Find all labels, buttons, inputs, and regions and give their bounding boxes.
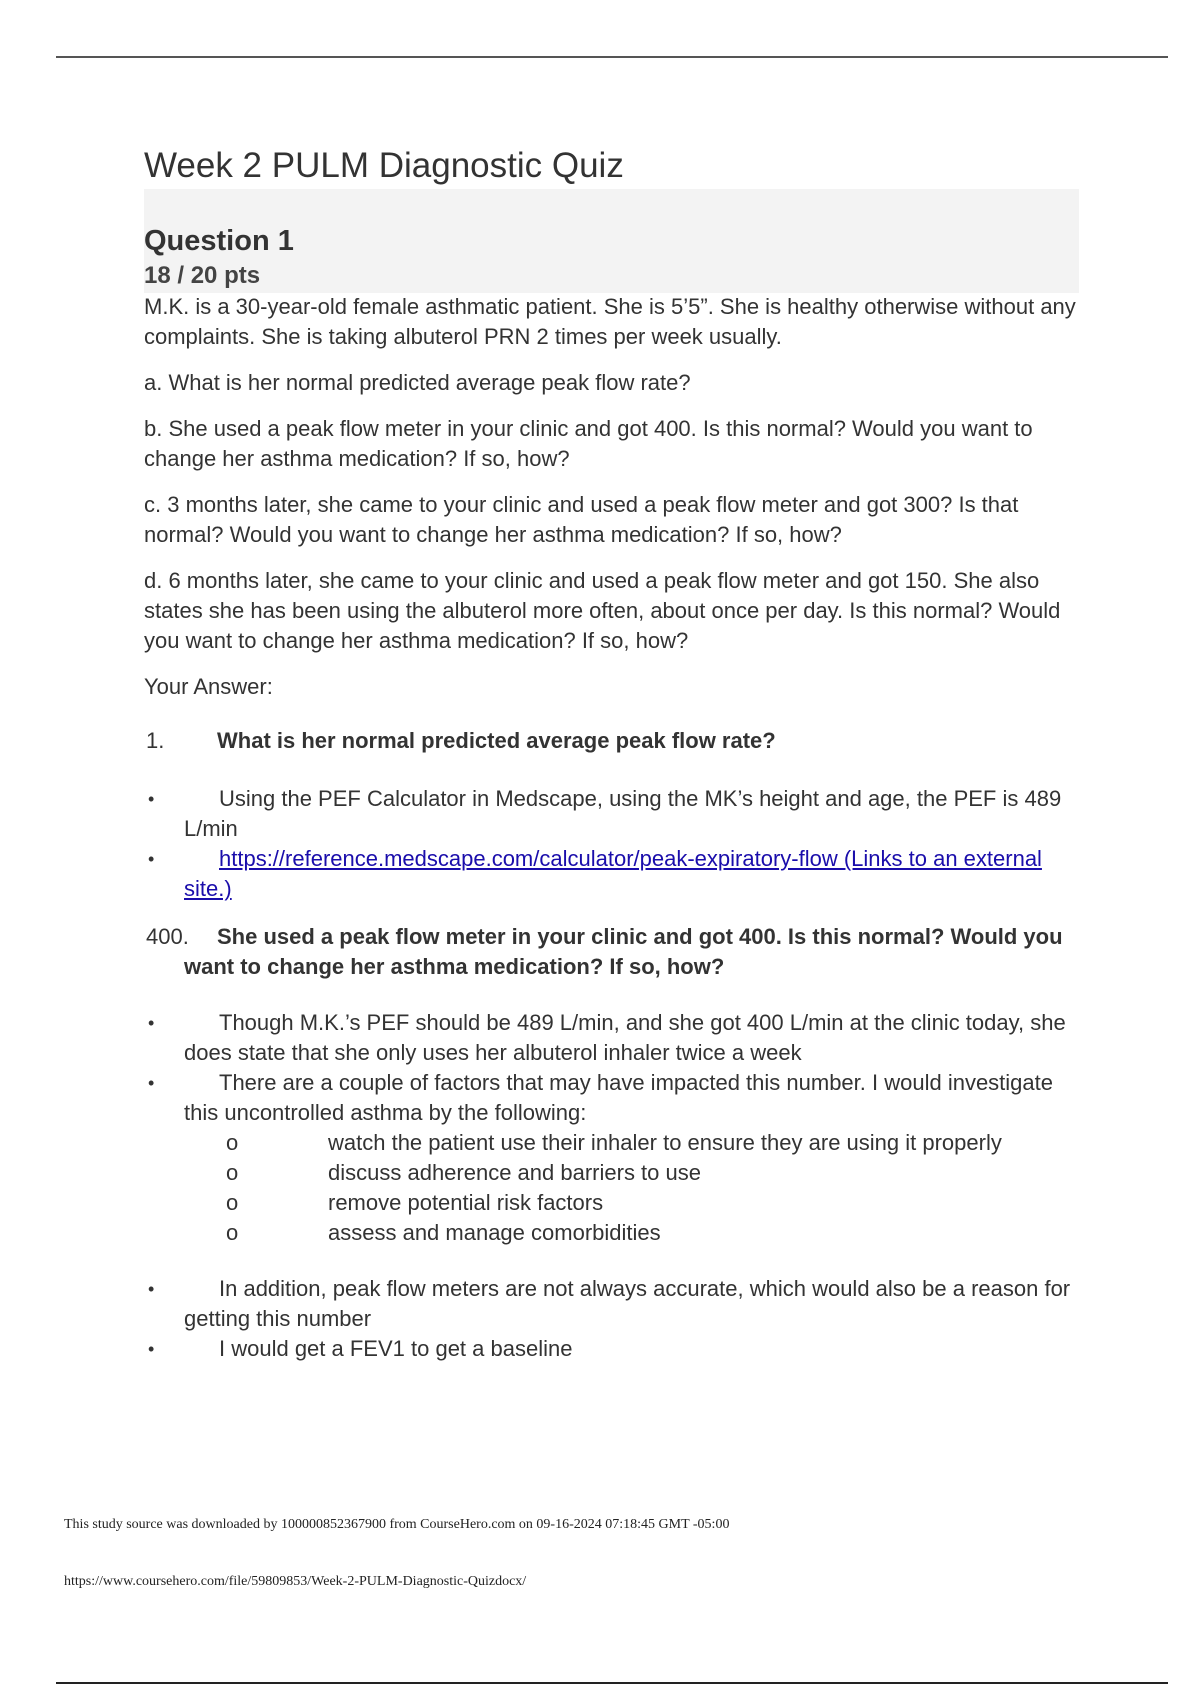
sub-bullet-icon: o (226, 1130, 239, 1155)
answer-item-1-number: 1. (146, 728, 165, 753)
download-notice: This study source was downloaded by 100000852367900 from CourseHero.com on 09-16-2024 07:18:45 GMT -05:00 (64, 1517, 730, 1532)
question-title: Question 1 (144, 225, 294, 257)
your-answer-label: Your Answer: (144, 674, 273, 699)
answer-item-1-bullet-text: Using the PEF Calculator in Medscape, using the MK’s height and age, the PEF is 489 L/min (184, 786, 1062, 841)
sub-question-b: b. She used a peak flow meter in your clinic and got 400. Is this normal? Would you want to change her asthma medication? If so, how? (144, 416, 1033, 471)
bottom-divider (56, 1682, 1168, 1684)
page-title: Week 2 PULM Diagnostic Quiz (144, 146, 624, 185)
list-item: o assess and manage comorbidities (184, 1218, 1084, 1248)
list-item: o discuss adherence and barriers to use (184, 1158, 1084, 1188)
answer-item-2-bullet-1: Though M.K.’s PEF should be 489 L/min, and she got 400 L/min at the clinic today, she does state that she only uses her albuterol inhaler twice a week (184, 1010, 1066, 1065)
answer-item-2-bullets (144, 1008, 1084, 1248)
list-item (144, 1334, 1084, 1364)
answer-item-2-heading: She used a peak flow meter in your clinic and got 400. Is this normal? Would you want to change her asthma medication? If so, how? (184, 924, 1063, 979)
answer-item-1-heading: What is her normal predicted average peak flow rate? (217, 728, 776, 753)
question-content (144, 292, 1084, 1364)
answer-item-2-bullet-3: In addition, peak flow meters are not always accurate, which would also be a reason for getting this number (184, 1276, 1071, 1331)
bullet-icon: • (148, 1073, 155, 1093)
bullet-icon: • (148, 849, 155, 869)
list-item (144, 844, 1084, 904)
list-item: o remove potential risk factors (184, 1188, 1084, 1218)
sub-question-a: a. What is her normal predicted average peak flow rate? (144, 370, 691, 395)
answer-item-2-bullets-continued (144, 1274, 1084, 1364)
answer-item-1-bullets (144, 784, 1084, 904)
answer-item-2-sublist (184, 1128, 1084, 1248)
question-points: 18 / 20 pts (144, 262, 261, 289)
list-item (144, 1008, 1084, 1068)
sub-bullet-icon: o (226, 1160, 239, 1185)
medscape-calculator-link[interactable]: https://reference.medscape.com/calculator/peak-expiratory-flow (Links to an external site.) (184, 846, 1042, 901)
source-url: https://www.coursehero.com/file/59809853/Week-2-PULM-Diagnostic-Quizdocx/ (64, 1574, 527, 1589)
answer-item-2-heading-row (144, 922, 1084, 982)
list-item: o watch the patient use their inhaler to ensure they are using it properly (184, 1128, 1084, 1158)
bullet-icon: • (148, 1279, 155, 1299)
bullet-icon: • (148, 789, 155, 809)
answer-item-2-number: 400. (146, 924, 189, 949)
bullet-icon: • (148, 1013, 155, 1033)
answer-item-2-bullet-4: I would get a FEV1 to get a baseline (219, 1336, 573, 1361)
bullet-icon: • (148, 1339, 155, 1359)
question-intro: M.K. is a 30-year-old female asthmatic patient. She is 5’5”. She is healthy otherwise without any complaints. She is taking albuterol PRN 2 times per week usually. (144, 294, 1076, 349)
list-item (144, 784, 1084, 844)
top-divider (56, 56, 1168, 58)
sub-question-c: c. 3 months later, she came to your clinic and used a peak flow meter and got 300? Is that normal? Would you want to change her asthma medication? If so, how? (144, 492, 1019, 547)
answer-item-1-heading-row (144, 726, 1084, 756)
sub-bullet-icon: o (226, 1220, 239, 1245)
list-item (144, 1068, 1084, 1248)
list-item (144, 1274, 1084, 1334)
sub-question-d: d. 6 months later, she came to your clinic and used a peak flow meter and got 150. She also states she has been using the albuterol more often, about once per day. Is this normal? Would you want to change her asthma medication? If so, how? (144, 568, 1061, 653)
answer-item-2-bullet-2: There are a couple of factors that may have impacted this number. I would investigate this uncontrolled asthma by the following: (184, 1070, 1054, 1125)
sub-bullet-icon: o (226, 1190, 239, 1215)
